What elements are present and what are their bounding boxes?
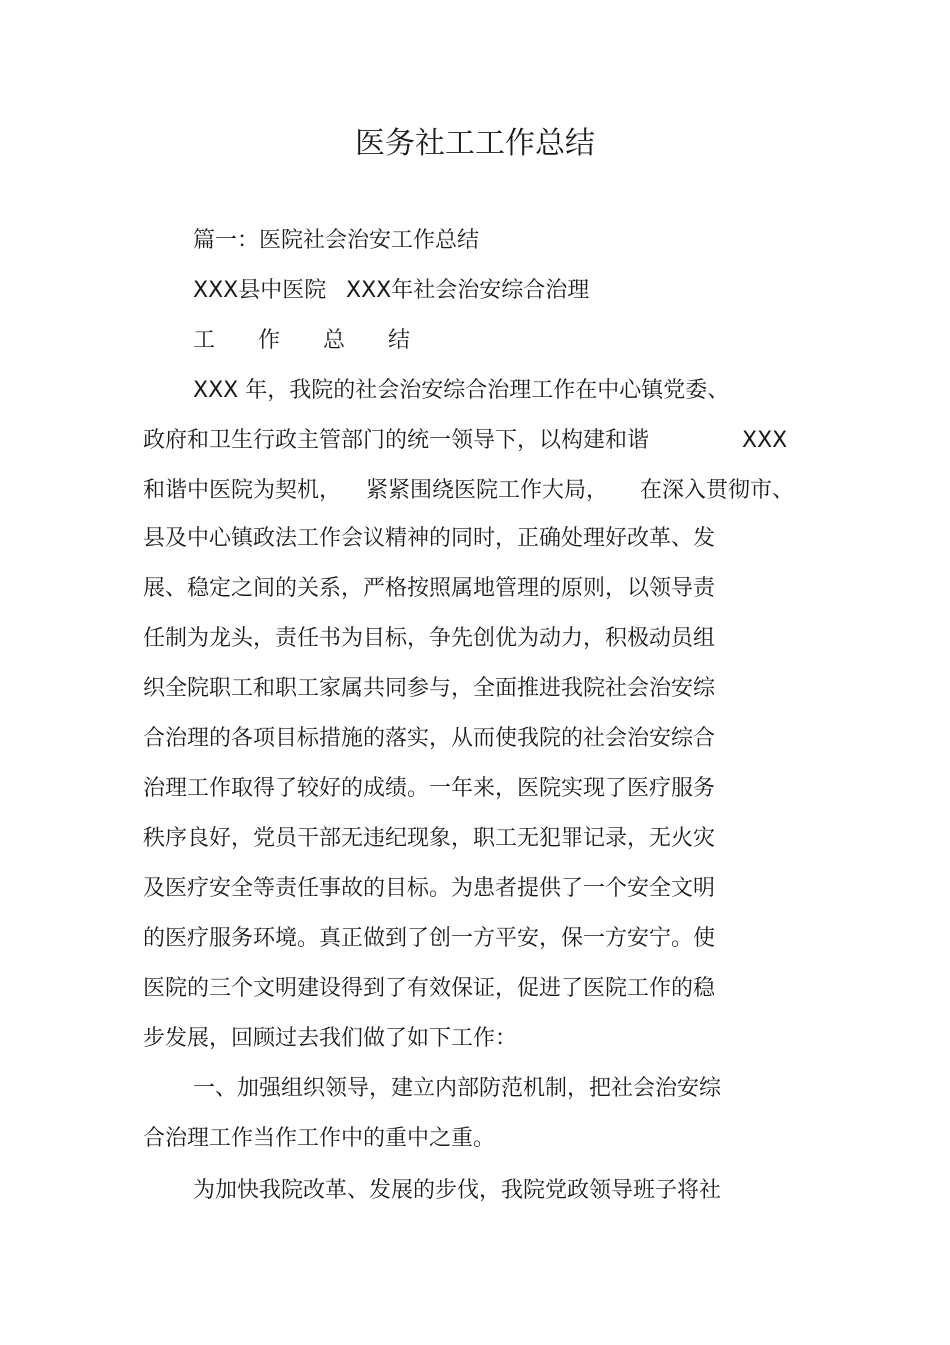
- paragraph-line: 及医疗安全等责任事故的目标。为患者提供了一个安全文明: [143, 876, 716, 901]
- subtitle-hospital: XXX县中医院: [193, 278, 327, 303]
- paragraph-line: 任制为龙头，责任书为目标，争先创优为动力，积极动员组: [143, 626, 716, 651]
- paragraph-line: 县及中心镇政法工作会议精神的同时，正确处理好改革、发: [143, 526, 716, 551]
- paragraph-line: 的医疗服务环境。真正做到了创一方平安，保一方安宁。使: [143, 926, 716, 951]
- paragraph-line: 展、稳定之间的关系，严格按照属地管理的原则，以领导责: [143, 576, 716, 601]
- paragraph-line-segment: 和谐中医院为契机，: [143, 478, 342, 503]
- section-heading: 篇一：医院社会治安工作总结: [193, 228, 480, 253]
- paragraph-line: 步发展，回顾过去我们做了如下工作：: [143, 1026, 518, 1051]
- subtitle-work-summary: 工 作 总 结: [193, 328, 428, 353]
- paragraph-line: XXX 年，我院的社会治安综合治理工作在中心镇党委、: [193, 378, 730, 403]
- paragraph-line-segment: 政府和卫生行政主管部门的统一领导下，以构建和谐: [143, 428, 650, 453]
- document-title: 医务社工工作总结: [355, 126, 595, 161]
- paragraph-line: 为加快我院改革、发展的步伐，我院党政领导班子将社: [193, 1178, 722, 1203]
- section-item-heading: 一、加强组织领导，建立内部防范机制，把社会治安综: [193, 1076, 722, 1101]
- paragraph-line: 秩序良好，党员干部无违纪现象，职工无犯罪记录，无火灾: [143, 826, 716, 851]
- paragraph-line: 医院的三个文明建设得到了有效保证，促进了医院工作的稳: [143, 976, 716, 1001]
- paragraph-line-segment: 紧紧围绕医院工作大局，: [366, 478, 609, 503]
- paragraph-line-segment: 在深入贯彻市、: [640, 478, 795, 503]
- paragraph-line: 治理工作取得了较好的成绩。一年来，医院实现了医疗服务: [143, 776, 716, 801]
- paragraph-line-segment: XXX: [742, 428, 788, 453]
- paragraph-line: 合治理的各项目标措施的落实，从而使我院的社会治安综合: [143, 726, 716, 751]
- paragraph-line: 织全院职工和职工家属共同参与，全面推进我院社会治安综: [143, 676, 716, 701]
- section-item-heading-continued: 合治理工作当作工作中的重中之重。: [143, 1126, 496, 1151]
- subtitle-year-topic: XXX年社会治安综合治理: [346, 278, 590, 303]
